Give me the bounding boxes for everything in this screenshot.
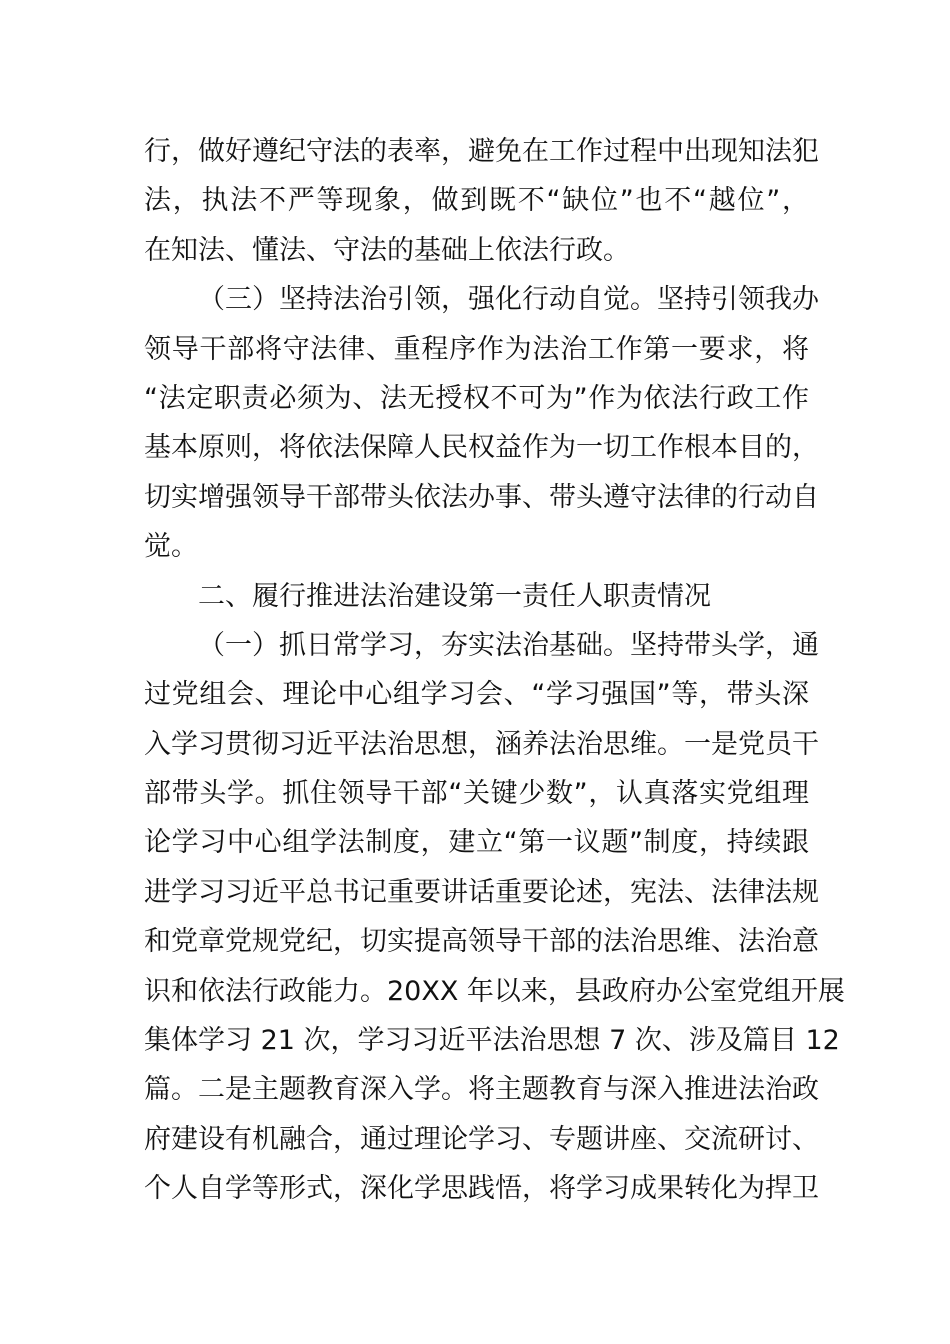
text-line: 识和依法行政能力。20XX 年以来，县政府办公室党组开展 [144, 975, 845, 1007]
text-line: 集体学习 21 次，学习习近平法治思想 7 次、涉及篇目 12 [144, 1025, 840, 1057]
section-heading-line: （三）坚持法治引领，强化行动自觉。坚持引领我办 [198, 284, 819, 316]
section-heading: 二、履行推进法治建设第一责任人职责情况 [198, 580, 711, 612]
text-line: 行，做好遵纪守法的表率，避免在工作过程中出现知法犯 [144, 136, 819, 167]
section-heading-line: （一）抓日常学习，夯实法治基础。坚持带头学，通 [198, 629, 819, 661]
text-line: 在知法、懂法、守法的基础上依法行政。 [144, 234, 630, 266]
text-line: 基本原则，将依法保障人民权益作为一切工作根本目的， [144, 432, 819, 464]
text-line: 个人自学等形式，深化学思践悟，将学习成果转化为捍卫 [144, 1173, 819, 1205]
text-line: “法定职责必须为、法无授权不可为”作为依法行政工作 [144, 382, 809, 414]
text-line: 府建设有机融合，通过理论学习、专题讲座、交流研讨、 [144, 1123, 819, 1155]
text-line: 过党组会、理论中心组学习会、“学习强国”等，带头深 [144, 679, 809, 711]
text-line: 和党章党规党纪，切实提高领导干部的法治思维、法治意 [144, 926, 819, 958]
body-text [144, 127, 845, 1214]
text-line: 法，执法不严等现象，做到既不“缺位”也不“越位”， [144, 185, 809, 217]
text-line: 进学习习近平总书记重要讲话重要论述，宪法、法律法规 [144, 876, 819, 908]
text-line: 切实增强领导干部带头依法办事、带头遵守法律的行动自 [144, 481, 819, 513]
text-line: 领导干部将守法律、重程序作为法治工作第一要求，将 [144, 333, 809, 365]
text-line: 入学习贯彻习近平法治思想，涵养法治思维。一是党员干 [144, 728, 819, 760]
text-line: 论学习中心组学法制度，建立“第一议题”制度，持续跟 [144, 827, 809, 859]
text-line: 觉。 [144, 531, 198, 563]
text-line: 篇。二是主题教育深入学。将主题教育与深入推进法治政 [144, 1074, 819, 1106]
text-line: 部带头学。抓住领导干部“关键少数”，认真落实党组理 [144, 778, 809, 810]
